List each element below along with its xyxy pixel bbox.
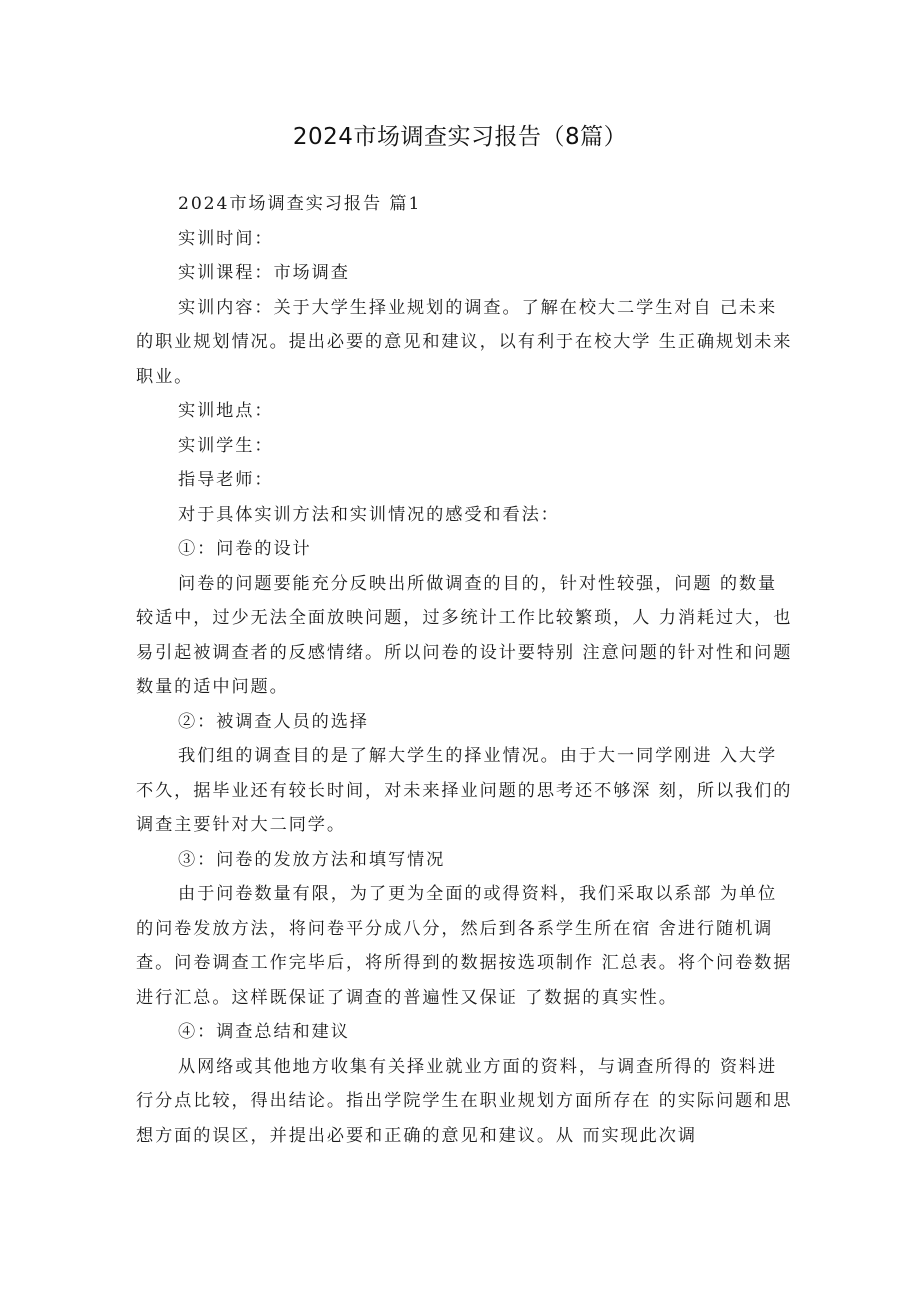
field-training-time: 实训时间：: [178, 228, 274, 249]
field-training-content: 实训内容：关于大学生择业规划的调查。了解在校大二学生对自 己未来的职业规划情况。提出必要的意见和建议，以有利于在校大学 生正确规划未来职业。: [136, 297, 793, 387]
field-instructor: 指导老师：: [178, 470, 274, 490]
subheading: ③：问卷的发放方法和填写情况: [178, 849, 446, 870]
section-heading: 2024市场调查实习报告 篇1: [178, 194, 422, 214]
field-training-location: 实训地点：: [178, 401, 274, 421]
document-body: [136, 187, 796, 1153]
paragraph: 对于具体实训方法和实训情况的感受和看法：: [178, 504, 560, 525]
subheading: ②：被调查人员的选择: [178, 711, 369, 732]
paragraph: 问卷的问题要能充分反映出所做调查的目的，针对性较强，问题 的数量较适中，过少无法全面放映问题，过多统计工作比较繁琐，人 力消耗过大，也易引起被调查者的反感情绪。所以问卷的设计要特别 注意问题的针对性和问题数量的适中问题。: [136, 573, 793, 697]
subheading: ④：调查总结和建议: [178, 1022, 350, 1042]
paragraph: 由于问卷数量有限，为了更为全面的或得资料，我们采取以系部 为单位的问卷发放方法，将问卷平分成八分，然后到各系学生所在宿 舍进行随机调查。问卷调查工作完毕后，将所得到的数据按选项制作 汇总表。将个问卷数据进行汇总。这样既保证了调查的普遍性又保证 了数据的真实性。: [136, 884, 793, 1008]
field-training-course: 实训课程：市场调查: [178, 263, 350, 283]
document-title: 2024市场调查实习报告（8篇）: [292, 124, 628, 150]
field-training-student: 实训学生：: [178, 435, 274, 456]
paragraph: 从网络或其他地方收集有关择业就业方面的资料，与调查所得的 资料进行分点比较，得出结论。指出学院学生在职业规划方面所存在 的实际问题和思想方面的误区，并提出必要和正确的意见和建议。从 而实现此次调: [136, 1056, 793, 1146]
subheading: ①：问卷的设计: [178, 539, 312, 559]
paragraph: 我们组的调查目的是了解大学生的择业情况。由于大一同学刚进 入大学不久，据毕业还有较长时间，对未来择业问题的思考还不够深 刻，所以我们的调查主要针对大二同学。: [136, 746, 793, 835]
